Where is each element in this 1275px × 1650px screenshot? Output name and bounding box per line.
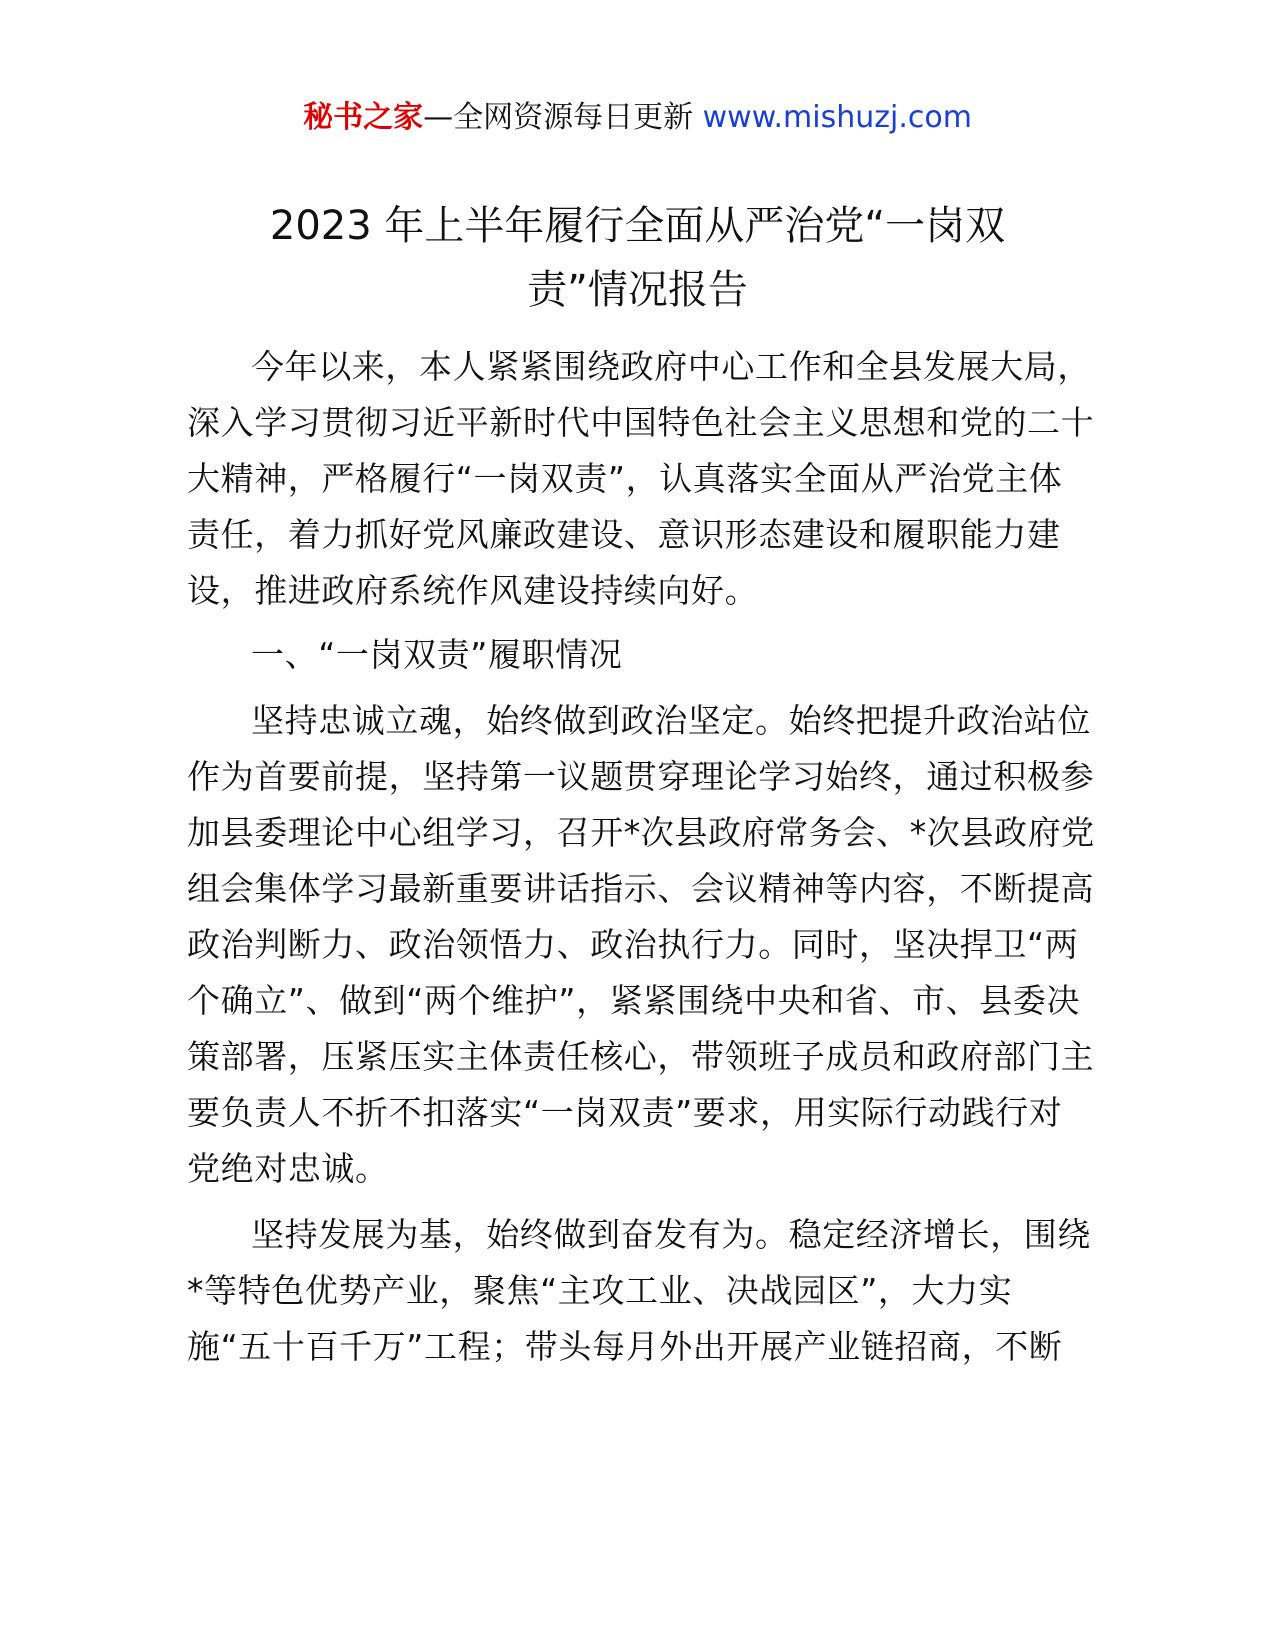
paragraph-line: 加县委理论中心组学习，召开*次县政府常务会、*次县政府党 — [187, 813, 1095, 852]
paragraph-line: 坚持发展为基，始终做到奋发有为。稳定经济增长，围绕 — [251, 1215, 1091, 1254]
title-line: 2023 年上半年履行全面从严治党“一岗双 — [269, 203, 1006, 249]
paragraph-line: 政治判断力、政治领悟力、政治执行力。同时，坚决捍卫“两 — [187, 925, 1079, 964]
paragraph-line: 今年以来，本人紧紧围绕政府中心工作和全县发展大局， — [251, 347, 1091, 386]
site-link[interactable]: www.mishuzj.com — [702, 100, 972, 135]
paragraph-line: 施“五十百千万”工程；带头每月外出开展产业链招商，不断 — [187, 1327, 1063, 1366]
paragraph-development — [187, 1207, 1095, 1375]
section-heading — [187, 627, 1095, 683]
paragraph-line: 策部署，压紧压实主体责任核心，带领班子成员和政府部门主 — [187, 1037, 1095, 1076]
brand-name: 秘书之家 — [303, 100, 424, 135]
paragraph-political — [187, 693, 1095, 1197]
paragraph-line: 大精神，严格履行“一岗双责”，认真落实全面从严治党主体 — [187, 459, 1063, 498]
paragraph-line: *等特色优势产业，聚焦“主攻工业、决战园区”，大力实 — [187, 1271, 1013, 1310]
site-header — [0, 96, 1275, 140]
document-title — [180, 194, 1095, 322]
paragraph-line: 深入学习贯彻习近平新时代中国特色社会主义思想和党的二十 — [187, 403, 1095, 442]
header-slogan: —全网资源每日更新 — [423, 100, 703, 135]
paragraph-intro — [187, 339, 1095, 619]
paragraph-line: 作为首要前提，坚持第一议题贯穿理论学习始终，通过积极参 — [187, 757, 1095, 796]
paragraph-line: 设，推进政府系统作风建设持续向好。 — [187, 571, 759, 610]
paragraph-line: 责任，着力抓好党风廉政建设、意识形态建设和履职能力建 — [187, 515, 1061, 554]
paragraph-line: 个确立”、做到“两个维护”，紧紧围绕中央和省、市、县委决 — [187, 981, 1081, 1020]
paragraph-line: 要负责人不折不扣落实“一岗双责”要求，用实际行动践行对 — [187, 1093, 1063, 1132]
paragraph-line: 坚持忠诚立魂，始终做到政治坚定。始终把提升政治站位 — [251, 701, 1091, 740]
title-line: 责”情况报告 — [527, 267, 748, 313]
paragraph-line: 党绝对忠诚。 — [187, 1149, 389, 1188]
section-heading-text: 一、“一岗双责”履职情况 — [251, 635, 623, 674]
paragraph-line: 组会集体学习最新重要讲话指示、会议精神等内容，不断提高 — [187, 869, 1095, 908]
